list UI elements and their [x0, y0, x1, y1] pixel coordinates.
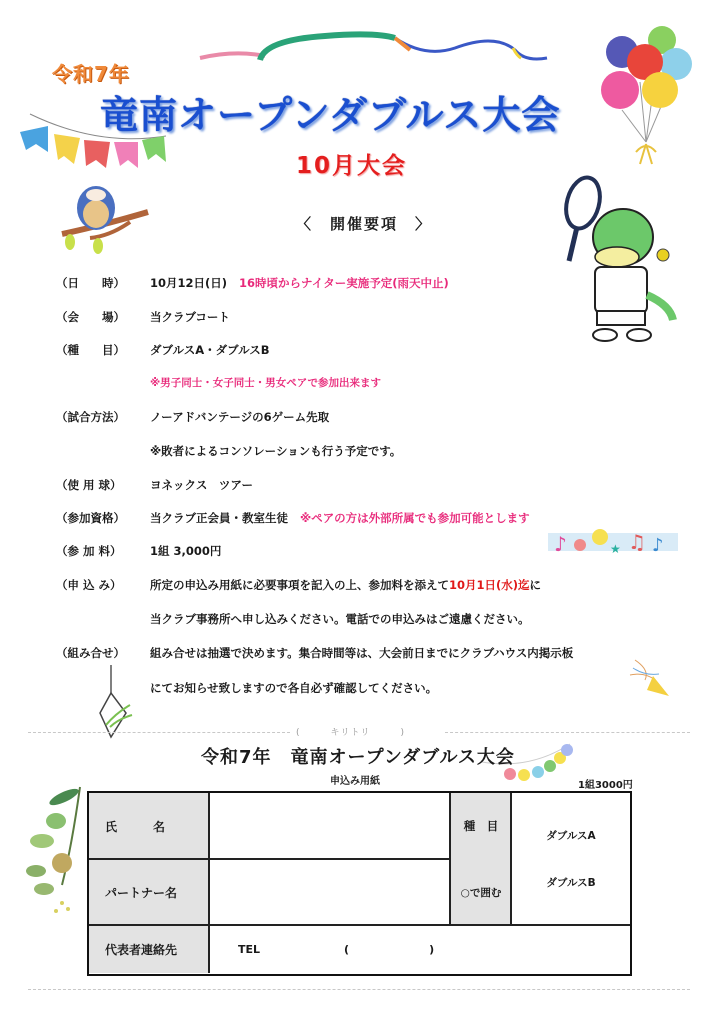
detail-label: （参 加 料）	[56, 544, 122, 558]
grid-line	[89, 924, 630, 926]
detail-value: 当クラブ事務所へ申し込みください。電話での申込みはご遠慮ください。	[150, 612, 530, 626]
tel-label: TEL	[238, 943, 261, 956]
detail-value: ノーアドバンテージの6ゲーム先取	[150, 410, 330, 424]
cut-line-left	[28, 732, 290, 733]
name-label: 氏 名	[105, 819, 166, 834]
grid-line	[208, 793, 210, 973]
detail-label: （申 込 み）	[56, 578, 122, 592]
detail-row-eligibility	[56, 510, 530, 526]
detail-note: ※男子同士・女子同士・男女ペアで参加出来ます	[150, 377, 382, 389]
option-doubles-a[interactable]: ダブルスA	[546, 830, 596, 842]
detail-value: 10月12日(日)	[150, 276, 228, 290]
detail-value-suffix: に	[529, 578, 542, 592]
leaves-illustration	[22, 785, 84, 920]
partner-label-cell	[89, 859, 209, 925]
ribbon-illustration	[195, 28, 555, 68]
detail-note: ※ペアの方は外部所属でも参加可能とします	[300, 511, 530, 525]
deadline-text: 10月1日(水)迄	[449, 578, 530, 592]
detail-label: （種 目）	[56, 343, 125, 357]
event-label-cell	[451, 793, 511, 925]
detail-value: 組み合せは抽選で決めます。集合時間等は、大会前日までにクラブハウス内掲示板	[150, 646, 574, 660]
circle-instruction: ○で囲む	[460, 886, 502, 899]
application-form-table	[87, 791, 632, 976]
detail-label: （参加資格）	[56, 511, 125, 525]
detail-label	[56, 680, 150, 696]
detail-row-events-note	[56, 375, 381, 390]
balloons-illustration	[600, 22, 695, 167]
detail-row-fee	[56, 543, 221, 559]
detail-value: 1組 3,000円	[150, 544, 222, 558]
month-heading: 10月大会	[296, 153, 408, 179]
detail-row-application-cont	[56, 611, 530, 627]
detail-value: ヨネックス ツアー	[150, 478, 254, 492]
event-title: 竜南オープンダブルス大会	[100, 93, 561, 137]
dragon-mascot-illustration	[555, 175, 685, 345]
detail-label: （使 用 球）	[56, 478, 122, 492]
detail-row-draw-cont	[56, 680, 437, 696]
svg-text:♫: ♫	[628, 530, 646, 554]
svg-text:★: ★	[610, 542, 621, 556]
event-label: 種 目	[463, 819, 499, 834]
form-subtitle: 申込み用紙	[330, 776, 380, 787]
svg-text:♪: ♪	[652, 535, 664, 556]
detail-label: （組み合せ）	[56, 646, 125, 660]
cut-here-label: ( キリトリ )	[296, 728, 406, 738]
detail-row-datetime	[56, 275, 449, 291]
detail-value: ダブルスA・ダブルスB	[150, 343, 270, 357]
detail-row-match-format	[56, 409, 329, 425]
detail-note: 16時頃からナイター実施予定(雨天中止)	[239, 276, 449, 290]
detail-value: ※敗者によるコンソレーションも行う予定です。	[150, 444, 402, 458]
form-fee: 1組3000円	[578, 780, 633, 791]
name-label-cell	[89, 793, 209, 859]
tel-input-cell[interactable]	[210, 926, 630, 973]
partner-input-cell[interactable]	[210, 860, 450, 925]
detail-row-consolation	[56, 443, 401, 459]
form-title: 令和7年 竜南オープンダブルス大会	[201, 747, 515, 768]
owl-illustration	[60, 182, 150, 254]
detail-label	[56, 611, 150, 627]
detail-row-venue	[56, 309, 230, 325]
contact-label-cell	[89, 925, 209, 973]
svg-text:♪: ♪	[554, 532, 567, 556]
detail-row-application	[56, 577, 541, 593]
grid-line	[89, 858, 450, 860]
partner-label: パートナー名	[105, 885, 178, 900]
year-heading: 令和7年	[52, 62, 130, 86]
detail-value: 当クラブコート	[150, 310, 230, 324]
detail-row-ball	[56, 477, 253, 493]
name-input-cell[interactable]	[210, 793, 450, 859]
party-popper-illustration	[625, 650, 675, 700]
event-options-cell	[512, 793, 630, 925]
detail-label: （会 場）	[56, 310, 125, 324]
option-doubles-b[interactable]: ダブルスB	[546, 877, 596, 889]
section-heading: 〈 開催要項 〉	[296, 215, 433, 233]
detail-label	[56, 443, 150, 459]
cut-line-right	[445, 732, 690, 733]
contact-label: 代表者連絡先	[105, 942, 178, 957]
detail-label: （試合方法）	[56, 410, 125, 424]
detail-row-draw	[56, 645, 573, 661]
detail-label: （日 時）	[56, 276, 125, 290]
detail-value: 所定の申込み用紙に必要事項を記入の上、参加料を添えて	[150, 578, 449, 592]
hanging-terrarium-illustration	[92, 665, 137, 740]
tel-paren-close: )	[429, 943, 435, 956]
detail-value: にてお知らせ致しますので各自必ず確認してください。	[150, 681, 438, 695]
tel-paren-open: (	[344, 943, 350, 956]
music-notes-tape-illustration	[548, 525, 678, 557]
detail-row-events	[56, 342, 270, 358]
detail-value: 当クラブ正会員・教室生徒	[150, 511, 288, 525]
grid-line	[510, 793, 512, 925]
detail-label	[56, 375, 150, 390]
cut-line-bottom	[28, 989, 690, 990]
